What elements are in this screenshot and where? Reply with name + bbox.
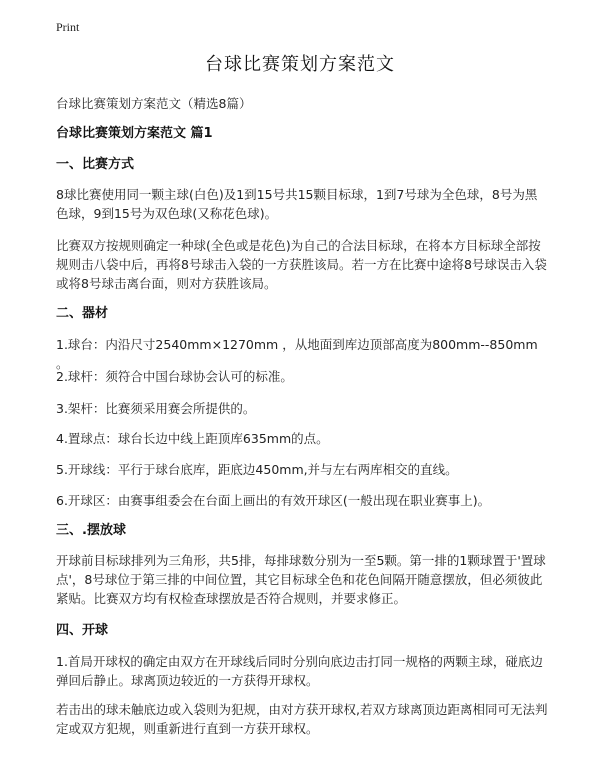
print-link[interactable]: Print	[56, 20, 80, 34]
section-paragraph: 3.架杆：比赛须采用赛会所提供的。	[56, 401, 256, 416]
section-paragraph: 开球前目标球排列为三角形，共5排，每排球数分别为一至5颗。第一排的1颗球置于'置球点'，8号球位于第三排的中间位置，其它目标球全色和花色间隔开随意摆放，但必须彼此紧贴。比赛双方均有权检查球摆放是否符合规则，并要求修正。	[56, 553, 546, 606]
section-paragraph: 1.球台：内沿尺寸2540mm×1270mm ，从地面到库边顶部高度为800mm--850mm 。	[56, 337, 538, 371]
section-paragraph: 4.置球点：球台长边中线上距顶库635mm的点。	[56, 431, 329, 446]
section-paragraph: 1.首局开球权的确定由双方在开球线后同时分别向底边击打同一规格的两颗主球，碰底边弹回后静止。球离顶边较近的一方获得开球权。	[56, 654, 543, 688]
section-paragraph: 若击出的球未触底边或入袋则为犯规，由对方获开球权,若双方球离顶边距离相同可无法判定或双方犯规，则重新进行直到一方获开球权。	[56, 702, 548, 736]
section-heading: 三、.摆放球	[56, 523, 126, 538]
section-paragraph: 6.开球区：由赛事组委会在台面上画出的有效开球区(一般出现在职业赛事上)。	[56, 493, 491, 508]
section-paragraph: 8球比赛使用同一颗主球(白色)及1到15号共15颗目标球，1到7号球为全色球，8号为黑色球，9到15号为双色球(又称花色球)。	[56, 187, 538, 221]
article-heading: 台球比赛策划方案范文 篇1	[56, 126, 213, 141]
section-paragraph: 比赛双方按规则确定一种球(全色或是花色)为自己的合法目标球，在将本方目标球全部按规则击八袋中后，再将8号球击入袋的一方获胜该局。若一方在比赛中途将8号球误击入袋或将8号球击离台面，则对方获胜该局。	[56, 238, 547, 291]
section-paragraph: 2.球杆：须符合中国台球协会认可的标准。	[56, 369, 293, 384]
section-heading: 四、开球	[56, 623, 109, 638]
page-title: 台球比赛策划方案范文	[205, 54, 395, 75]
document-subtitle: 台球比赛策划方案范文（精选8篇）	[56, 96, 252, 111]
section-heading: 一、比赛方式	[56, 157, 135, 172]
section-heading: 二、器材	[56, 306, 109, 321]
section-paragraph: 5.开球线：平行于球台底库，距底边450mm,并与左右两库相交的直线。	[56, 462, 458, 477]
